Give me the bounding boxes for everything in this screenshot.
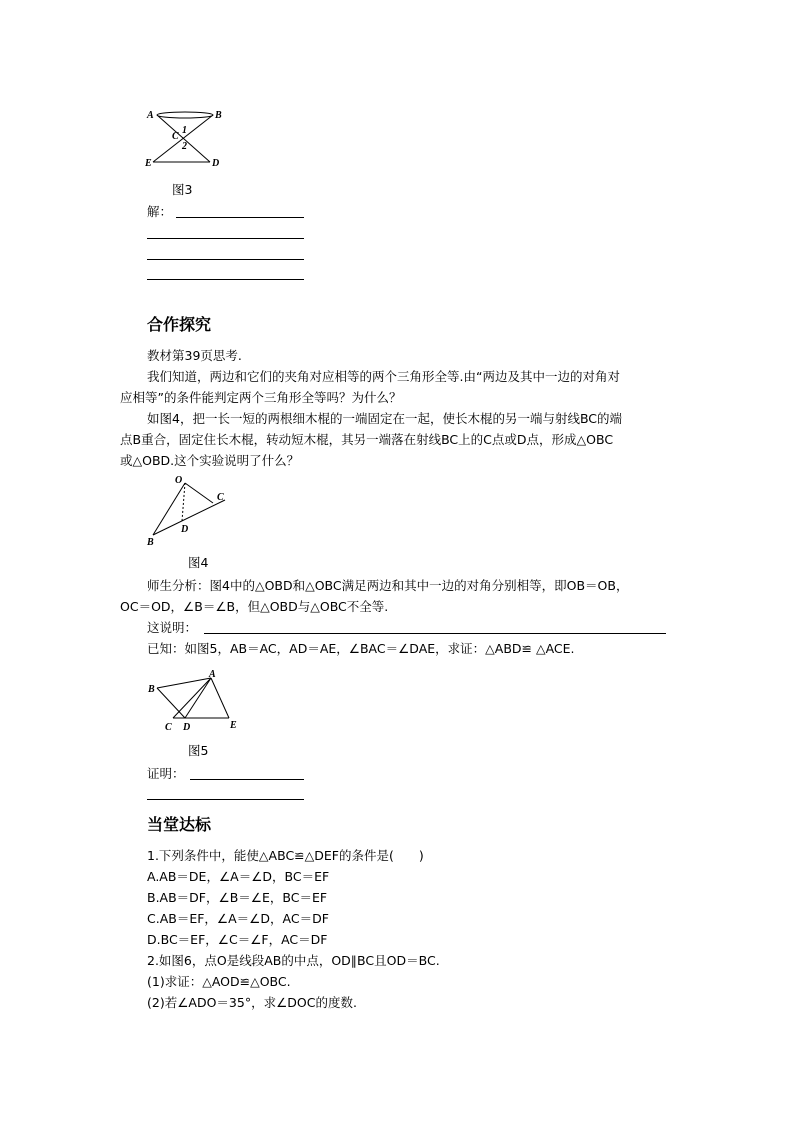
svg-text:E: E	[145, 158, 152, 169]
answer-line[interactable]	[147, 279, 304, 280]
answer-line[interactable]	[147, 799, 304, 800]
svg-text:D: D	[183, 722, 191, 733]
svg-text:D: D	[212, 158, 220, 169]
section-title: 合作探究	[147, 315, 212, 334]
text-line: 应相等”的条件能判定两个三角形全等吗？为什么？	[120, 390, 402, 405]
option-d: D.BC＝EF，∠C＝∠F，AC＝DF	[147, 932, 328, 947]
svg-text:E: E	[230, 720, 237, 731]
text-line: 已知：如图5，AB＝AC，AD＝AE，∠BAC＝∠DAE，求证：△ABD≌ △ACE.	[147, 641, 575, 656]
svg-text:D: D	[181, 524, 189, 535]
svg-text:2: 2	[182, 141, 187, 152]
svg-text:B: B	[215, 110, 222, 121]
answer-line[interactable]	[204, 633, 666, 634]
figure-5	[145, 668, 245, 734]
option-c: C.AB＝EF，∠A＝∠D，AC＝DF	[147, 911, 329, 926]
text-line: 点B重合，固定住长木棍，转动短木棍，其另一端落在射线BC上的C点或D点，形成△OBC	[120, 432, 614, 447]
answer-line[interactable]	[147, 259, 304, 260]
figure-4	[145, 475, 235, 547]
svg-text:C: C	[217, 492, 224, 503]
text-line: 如图4，把一长一短的两根细木棍的一端固定在一起，使长木棍的另一端与射线BC的端	[147, 411, 623, 426]
option-a: A.AB＝DE，∠A＝∠D，BC＝EF	[147, 869, 330, 884]
proof-label: 证明：	[147, 766, 185, 781]
figure-3	[145, 105, 225, 170]
text-line: 教材第39页思考.	[147, 348, 242, 363]
question-line: (1)求证：△AOD≌△OBC.	[147, 974, 291, 989]
question-line: 1.下列条件中，能使△ABC≌△DEF的条件是( )	[147, 848, 424, 863]
answer-line[interactable]	[190, 779, 304, 780]
solve-label: 解：	[147, 204, 173, 219]
figure-4-caption: 图4	[188, 555, 209, 570]
svg-text:B: B	[147, 537, 154, 547]
answer-line[interactable]	[147, 238, 304, 239]
answer-line[interactable]	[176, 217, 304, 218]
section-title: 当堂达标	[147, 815, 212, 834]
svg-text:C: C	[165, 722, 172, 733]
option-b: B.AB＝DF，∠B＝∠E，BC＝EF	[147, 890, 328, 905]
question-line: 2.如图6，点O是线段AB的中点，OD∥BC且OD＝BC.	[147, 953, 440, 968]
conclusion-label: 这说明：	[147, 620, 198, 635]
figure-3-caption: 图3	[172, 182, 193, 197]
svg-text:1: 1	[182, 125, 187, 136]
svg-text:B: B	[148, 684, 155, 695]
svg-text:C: C	[172, 131, 179, 142]
text-line: OC＝OD，∠B＝∠B，但△OBD与△OBC不全等.	[120, 599, 389, 614]
svg-text:A: A	[209, 669, 216, 680]
text-line: 师生分析：图4中的△OBD和△OBC满足两边和其中一边的对角分别相等，即OB＝OB，	[147, 578, 629, 593]
text-line: 或△OBD.这个实验说明了什么？	[120, 453, 300, 468]
text-line: 我们知道，两边和它们的夹角对应相等的两个三角形全等.由“两边及其中一边的对角对	[147, 369, 620, 384]
question-line: (2)若∠ADO＝35°，求∠DOC的度数.	[147, 995, 357, 1010]
svg-text:A: A	[147, 110, 154, 121]
figure-5-caption: 图5	[188, 743, 209, 758]
svg-text:O: O	[175, 475, 183, 486]
